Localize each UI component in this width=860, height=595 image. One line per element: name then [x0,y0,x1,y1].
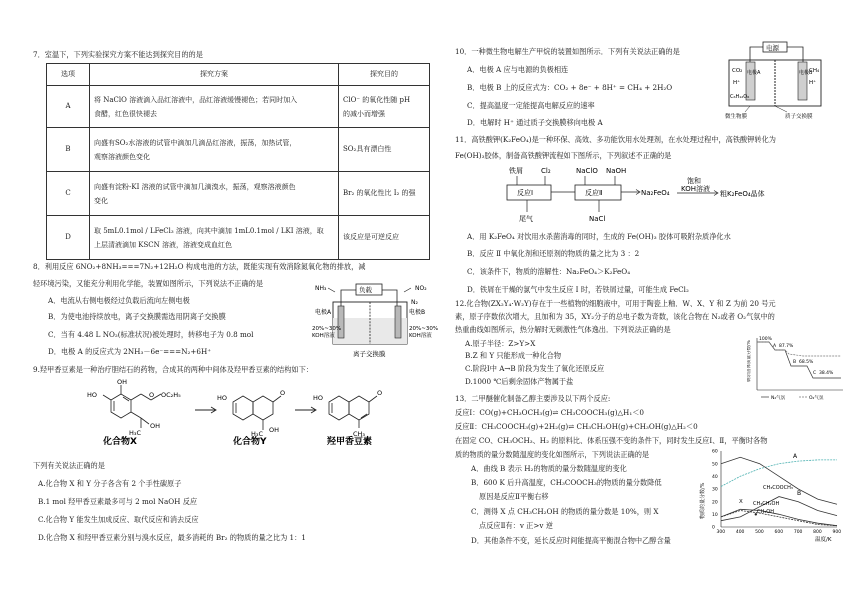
q7-table [46,63,430,260]
saturated-label: 饱和 [687,177,701,185]
q13-reaction-1: 反应Ⅰ：CO(g)+CH₃OCH₃(g)⇌ CH₃COOCH₃(g)△H₁＜0 [455,408,644,417]
q13-stem: 13．二甲醚催化制备乙醇主要涉及以下两个反应: [455,394,611,403]
q7-row [47,86,430,128]
q9-option-c: C.化合物 Y 能发生加成反应、取代反应和消去反应 [38,515,199,524]
naclo-label: NaClO [576,167,598,175]
cl2-label: Cl₂ [541,167,551,175]
electrode-b [395,306,401,338]
membrane-label: 离子交换膜 [353,350,386,358]
koh-solution-label: KOH溶液 [681,185,710,193]
product-structure [329,396,377,428]
q13-x-tick-label: 500 [755,530,764,535]
electrode-b [798,62,807,100]
q9-option-a: A.化合物 X 和 Y 分子各含有 2 个手性碳原子 [38,479,182,488]
q13-y-tick-label: 10 [712,512,718,518]
q12-point-b: B [793,360,797,365]
q13-label-ethanol: CH₃CH₂OH [753,501,780,507]
q12-option-a: A.原子半径：Z>Y>X [465,339,536,348]
y-ho-label: HO [217,394,228,402]
q13-x-tick-label: 700 [793,530,803,535]
q13-x-tick-label: 600 [774,530,784,535]
q13-option-b-cont: 原因是反应Ⅱ平衡右移 [479,492,549,501]
q12-legend-n2: N₂气氛 [771,396,786,401]
q13-x-tick-label: 300 [716,530,726,535]
q13-ylabel: 物质的量分数/% [700,482,706,519]
y-oh-label: OH [269,426,280,434]
ch4-label: CH₄ [809,68,820,74]
q7-row-option: D [47,216,90,260]
q7-stem: 7．室温下，下列实验探究方案不能达到探究目的的是 [33,50,203,59]
q7-header-plan: 探究方案 [90,64,339,86]
q13-reaction-2: 反应Ⅱ：CH₃COOCH₃(g)+2H₂(g)⇌ CH₃CH₂OH(g)+CH₃OH(g)△H₂＜0 [455,422,698,431]
q8-option-a: A．电流从右侧电极经过负载后流向左侧电极 [48,296,190,305]
q13-desc-line2: 质的物质的量分数随温度的变化如图所示，下列说法正确的是 [455,450,650,459]
q12-point-c: C [813,371,817,376]
q7-row-goal: 该反应是可逆反应 [339,216,430,260]
crude-product-label: 粗K₂FeO₄晶体 [720,190,765,198]
power-label: 电源 [766,44,779,52]
q9-option-d: D.化合物 X 和羟甲香豆素分别与溴水反应，最多消耗的 Br₂ 的物质的量之比为 1：1 [38,533,306,542]
q12-point-a: A [773,344,777,349]
load-label: 负载 [359,286,372,294]
q10-option-d: D．电解时 H⁺ 通过质子交换膜移向电极 A [467,118,603,127]
q12-point-68: 68.5% [799,360,814,365]
nh3-label: NH₃ [315,285,327,292]
no2-label: NO₂ [415,285,427,292]
compound-y-structure [233,396,281,430]
q13-label-b: B [797,490,802,497]
q7-row [47,216,430,260]
q7-row-option: A [47,86,90,128]
q11-flow-diagram [503,164,793,226]
q13-y-tick-label: 40 [712,474,718,480]
q13-y-tick-label: 30 [712,487,718,493]
q13-label-ester: CH₃COOCH₃ [763,485,793,491]
q10-option-a: A．电极 A 应与电源的负极相连 [467,65,569,74]
electrode-b-label: 电极B [799,70,813,76]
electrode-a-label: 电极A [747,70,761,76]
q13-y-tick-label: 0 [712,525,715,531]
q13-x-tick-label: 800 [813,530,822,535]
q12-point-38: 38.4% [819,371,834,376]
q7-header-option: 选项 [47,64,90,86]
q12-stem-line1: 12.化合物(ZX₂Y₄·W₂Y)存在于一些植物的细胞液中，可用于陶瓷上釉．W、X、Y 和 Z 为前 20 号元 [455,299,776,308]
q13-option-a: A．曲线 B 表示 H₂的物质的量分数随温度的变化 [471,464,627,473]
q13-label-x-point: X [739,499,743,505]
q13-label-a: A [793,453,798,460]
q8-stem-line1: 8．利用反应 6NO₂+8NH₃===7N₂+12H₂O 构成电池的方法，既能实现有效消除氮氧化物的排放，减 [33,262,366,271]
q12-point-100: 100% [759,337,772,342]
q10-option-b: B．电极 B 上的反应式为：CO₂ + 8e⁻ + 8H⁺ = CH₄ + 2H₂O [467,83,673,92]
q9-question: 下列有关说法正确的是 [33,461,105,470]
q13-option-b: B．600 K 后升高温度，CH₃COOCH₃的物质的量分数降低 [471,478,662,487]
electrode-a-label: 电极A [315,309,332,316]
q11-stem-line2: Fe(OH)₃胶体，制备高铁酸钾流程如下图所示，下列叙述不正确的是 [455,151,672,160]
q7-row-goal: ClO⁻ 的氧化性随 pH 的减小而增强 [339,86,430,128]
x-ho-label: HO [87,391,98,399]
q7-row-plan: 将 NaClO 溶液滴入品红溶液中，品红溶液缓慢褪色；若同时加入 食醋，红色很快褪去 [90,86,339,128]
q13-label-methanol: CH₃OH [757,509,774,515]
reaction-1-label: 反应Ⅰ [517,189,534,197]
q12-option-b: B.Z 和 Y 只能形成一种化合物 [465,351,562,360]
q13-xlabel: 温度/K [815,537,832,543]
x-oh2-label: OH [150,422,161,430]
q7-row-option: C [47,172,90,216]
p-ho-label: HO [313,394,324,402]
q8-stem-line2: 轻环境污染，又能充分利用化学能，装置如图所示，下列说法不正确的是 [33,279,264,288]
q13-y-tick-label: 60 [712,449,718,455]
q7-row [47,172,430,216]
q12-option-d: D.1000 ℃后剩余固体产物属于盐 [465,377,574,386]
x-o-label: O [149,391,155,399]
q7-header-goal: 探究目的 [339,64,430,86]
microbe-membrane-label: 微生物膜 [725,114,748,120]
q12-ylabel: 剩余固体质量分数/% [747,340,752,382]
y-o-label: O [280,389,286,397]
q7-row-plan: 向盛有淀粉-KI 溶液的试管中滴加几滴溴水，振荡，观察溶液颜色 变化 [90,172,339,216]
q9-stem: 9.羟甲香豆素是一种治疗胆结石的药物，合成其的两种中间体及羟甲香豆素的结构如下： [33,365,313,374]
q7-header-row [47,64,430,86]
q13-y-tick-label: 50 [712,462,718,468]
q11-option-c: C．该条件下，物质的溶解性：Na₂FeO₄＞K₂FeO₄ [467,267,631,276]
q10-option-c: C．提高温度一定能提高电解反应的速率 [467,101,595,110]
q7-row-plan: 向盛有SO₂水溶液的试管中滴加几滴品红溶液，振荡，加热试管， 观察溶液颜色变化 [90,128,339,172]
nacl-label: NaCl [589,215,606,223]
electrode-b-label: 电极B [409,309,426,316]
proton-membrane-label: 质子交换膜 [785,114,813,120]
naoh-label: NaOH [606,167,627,175]
electrode-a [338,306,344,338]
q7-row [47,128,430,172]
h-right-label: H⁺ [809,80,817,86]
co2-label: CO₂ [732,68,743,74]
q11-option-a: A．用 K₂FeO₄ 对饮用水杀菌消毒的同时，生成的 Fe(OH)₃ 胶体可吸附杂质净化水 [467,232,731,241]
q11-stem-line1: 11．高铁酸钾(K₂FeO₄)是一种环保、高效、多功能饮用水处理剂，在水处理过程中，高铁酸钾转化为 [455,135,776,144]
q13-desc-line1: 在固定 CO、CH₃OCH₃、H₂ 的原料比、体系压强不变的条件下，同时发生反应Ⅰ、Ⅱ，平衡时各物 [455,436,768,445]
q12-o2-curve [757,342,841,356]
q12-stem-line3: 热重曲线如图所示，热分解时无刺激性气体逸出．下列说法正确的是 [455,325,671,334]
koh-right-label2: KOH溶液 [409,333,432,339]
q9-option-b: B.1 mol 羟甲香豆素最多可与 2 mol NaOH 反应 [38,497,198,506]
n2-label: N₂ [411,299,418,306]
koh-left-label: 20%~30% [312,326,342,332]
compound-x-name: 化合物X [103,437,137,446]
x-oh-label: OH [117,378,128,386]
q8-option-c: C．当有 4.48 L NO₂(标准状况)被处理时，转移电子为 0.8 mol [48,330,254,339]
q13-series-line [721,457,837,504]
iron-label: 铁屑 [509,167,523,175]
q13-line-chart [697,445,845,543]
q13-x-tick-label: 900 [832,530,842,535]
q8-battery-diagram [311,280,446,362]
p-ch3-label: CH₃ [353,430,366,438]
q12-option-c: C.阶段Ⅰ中 A→B 阶段为发生了氧化还原反应 [465,364,605,373]
glucose-label: C₆H₁₂O₆ [730,94,750,100]
q10-stem: 10．一种微生物电解生产甲烷的装置如图所示．下列有关说法正确的是 [455,47,680,56]
q12-stem-line2: 素，原子序数依次增大，且加和为 35，XY₂分子的总电子数为奇数，该化合物在 N₂或者 O₂气氛中的 [455,312,775,321]
koh-right-label: 20%~30% [409,326,439,332]
q7-row-goal: Br₂ 的氧化性比 I₂ 的强 [339,172,430,216]
q11-option-b: B．反应 Ⅱ 中氧化剂和还原剂的物质的量之比为 3 ：2 [467,249,640,258]
q8-option-b: B．为使电池持续放电，离子交换膜需选用阴离子交换膜 [48,312,226,321]
q8-option-d: D．电极 A 的反应式为 2NH₃－6e⁻===N₂+6H⁺ [48,347,212,356]
x-oc2h5-label: OC₂H₅ [161,391,181,399]
na2feo4-label: Na₂FeO₄ [641,189,670,197]
q12-thermogravimetric-chart [747,334,845,402]
q7-row-goal: SO₂具有漂白性 [339,128,430,172]
tail-gas-label: 尾气 [519,215,533,223]
reaction-2-label: 反应Ⅱ [585,189,603,197]
q11-option-d: D．铁屑在干燥的氯气中发生反应 Ⅰ 时，若铁屑过量，可能生成 FeCl₂ [467,285,689,294]
q13-x-tick-label: 400 [735,530,745,535]
q13-y-tick-label: 20 [712,500,718,506]
q13-option-c: C．测得 X 点 CH₃CH₂OH 的物质的量分数是 10%，则 X [471,507,659,516]
x-h3c-label: H₃C [129,429,142,437]
q13-option-d: D．其他条件不变，延长反应时间能提高平衡混合物中乙醇含量 [471,536,671,545]
p-o-label: O [377,389,383,397]
koh-left-label2: KOH溶液 [312,333,335,339]
compound-y-name: 化合物Y [233,437,267,446]
q13-option-c-cont: 点反应Ⅱ有：v 正>v 逆 [479,521,553,530]
h-left-label: H⁺ [733,80,741,86]
q9-structures [83,378,403,446]
q7-row-plan: 取 5mL0.1mol / LFeCl₃ 溶液，向其中滴加 1mL0.1mol / LKI 溶液，取 上层清液滴加 KSCN 溶液，溶液变成血红色 [90,216,339,260]
y-h3c-label: H₃C [251,430,264,438]
q12-point-87: 87.7% [779,344,794,349]
q7-row-option: B [47,128,90,172]
product-name: 羟甲香豆素 [327,437,373,446]
q10-electrolysis-diagram [715,40,843,124]
q12-legend-o2: O₂气氛 [809,396,824,401]
q13-series-line [721,460,837,487]
